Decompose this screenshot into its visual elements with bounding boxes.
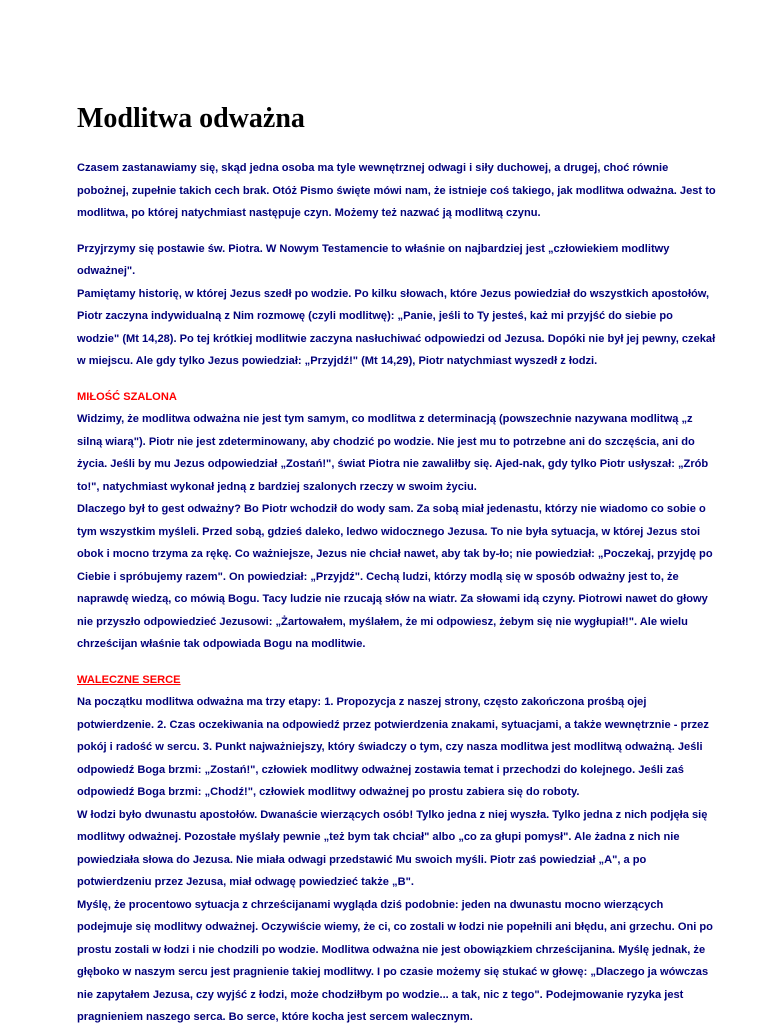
paragraph-twelve-apostles: W łodzi było dwunastu apostołów. Dwanaście wierzących osób! Tylko jedna z niej wyszła. Tylko jedna z nich podjęła się modlitwy odważnej. Pozostałe myślały pewnie „też bym tak chciał" albo „co za głupi pomysł". Ale żadna z nich nie powiedziała słowa do Jezusa. Nie miała odwagi przedstawić Mu swoich myśli. Piotr zaś powiedział „A", a po potwierdzeniu przez Jezusa, miał odwagę powiedzieć także „B". (77, 808, 708, 888)
section-heading-milosc-szalona: MIŁOŚĆ SZALONA (77, 390, 177, 403)
section-heading-waleczne-serce[interactable]: WALECZNE SERCE (77, 673, 181, 686)
article (77, 102, 717, 1029)
spacer (77, 656, 717, 669)
paragraph-walking-on-water: Pamiętamy historię, w której Jezus szedł po wodzie. Po kilku słowach, które Jezus powiedział do wszystkich apostołów, Piotr zaczyna indywidualną z Nim rozmowę (czyli modlitwę): „Panie, jeśli to Ty jesteś, każ mi przyjść do siebie po wodzie" (Mt 14,28). Po tej krótkiej modlitwie zaczyna nasłuchiwać odpowiedzi od Jezusa. Dopóki nie był jej pewny, czekał w miejscu. Ale gdy tylko Jezus powiedział: „Przyjdź!" (Mt 14,29), Piotr natychmiast wyszedł z łodzi. (77, 287, 716, 367)
paragraph-determination: Widzimy, że modlitwa odważna nie jest tym samym, co modlitwa z determinacją (powszechnie nazywana modlitwą „z silną wiarą"). Piotr nie jest zdeterminowany, aby chodzić po wodzie. Nie jest mu to potrzebne ani do szczęścia, ani do życia. Jeśli by mu Jezus odpowiedział „Zostań!", świat Piotra nie zawaliłby się. Ajed-nak, gdy tylko Piotr usłyszał: „Zrób to!", natychmiast wykonał jedną z bardziej szalonych rzeczy w swoim życiu. (77, 413, 709, 493)
page-title: Modlitwa odważna (77, 103, 305, 134)
paragraph-three-stages: Na początku modlitwa odważna ma trzy etapy: 1. Propozycja z naszej strony, często zakończona prośbą ojej potwierdzenie. 2. Czas oczekiwania na odpowiedź przez potwierdzenia znakami, sytuacjami, a także wewnętrznie - przez pokój i radość w sercu. 3. Punkt najważniejszy, który świadczy o tym, czy nasza modlitwa jest modlitwą odważną. Jeśli odpowiedź Boga brzmi: „Zostań!", człowiek modlitwy odważnej zostawia temat i przechodzi do kolejnego. Jeśli zaś odpowiedź Boga brzmi: „Chodź!", człowiek modlitwy odważnej po prostu zabiera się do roboty. (77, 696, 709, 798)
paragraph-brave-gesture: Dlaczego był to gest odważny? Bo Piotr wchodził do wody sam. Za sobą miał jedenastu, którzy nie wiadomo co sobie o tym wszystkim myśleli. Przed sobą, gdzieś daleko, ledwo widocznego Jezusa. To nie była sytuacja, w której Jezus stoi obok i mocno trzyma za rękę. Co ważniejsze, Jezus nie chciał nawet, aby tak by-ło; nie powiedział: „Poczekaj, przyjdę po Ciebie i spróbujemy razem". On powiedział: „Przyjdź". Cechą ludzi, którzy modlą się w sposób odważny jest to, że naprawdę wiedzą, co mówią Bogu. Tacy ludzie nie rzucają słów na wiatr. Za słowami idą czyny. Piotrowi nawet do głowy nie przyszło odpowiedzieć Jezusowi: „Żartowałem, myślałem, że mi odpowiesz, żebym się nie wygłupiał!". Ale wielu chrześcijan właśnie tak odpowiada Bogu na modlitwie. (77, 503, 713, 650)
intro-paragraph: Czasem zastanawiamy się, skąd jedna osoba ma tyle wewnętrznej odwagi i siły duchowej, a drugej, choć równie pobożnej, zupełnie takich cech brak. Otóż Pismo święte mówi nam, że istnieje coś takiego, jak modlitwa odważna. Jest to modlitwa, po której natychmiast następuje czyn. Możemy też nazwać ją modlitwą czynu. (77, 162, 716, 219)
spacer (77, 225, 717, 238)
paragraph-christians-today: Myślę, że procentowo sytuacja z chrześcijanami wygląda dziś podobnie: jeden na dwunastu mocno wierzących podejmuje się modlitwy odważnej. Oczywiście wiemy, że ci, co zostali w łodzi nie popełnili ani błędu, ani grzechu. Oni po prostu zostali w łodzi i nie chodzili po wodzie. Modlitwa odważna nie jest obowiązkiem chrześcijanina. Myślę jednak, że głęboko w naszym sercu jest pragnienie takiej modlitwy. I po czasie możemy się stukać w głowę: „Dlaczego ja wówczas nie zapytałem Jezusa, czy wyjść z łodzi, może chodziłbym po wodzie... a tak, nic z tego". Podejmowanie ryzyka jest pragnieniem naszego serca. Bo serce, które kocha jest sercem walecznym. (77, 898, 713, 1023)
paragraph-peter-posture: Przyjrzymy się postawie św. Piotra. W Nowym Testamencie to właśnie on najbardziej jest „człowiekiem modlitwy odważnej". (77, 242, 670, 277)
spacer (77, 373, 717, 386)
